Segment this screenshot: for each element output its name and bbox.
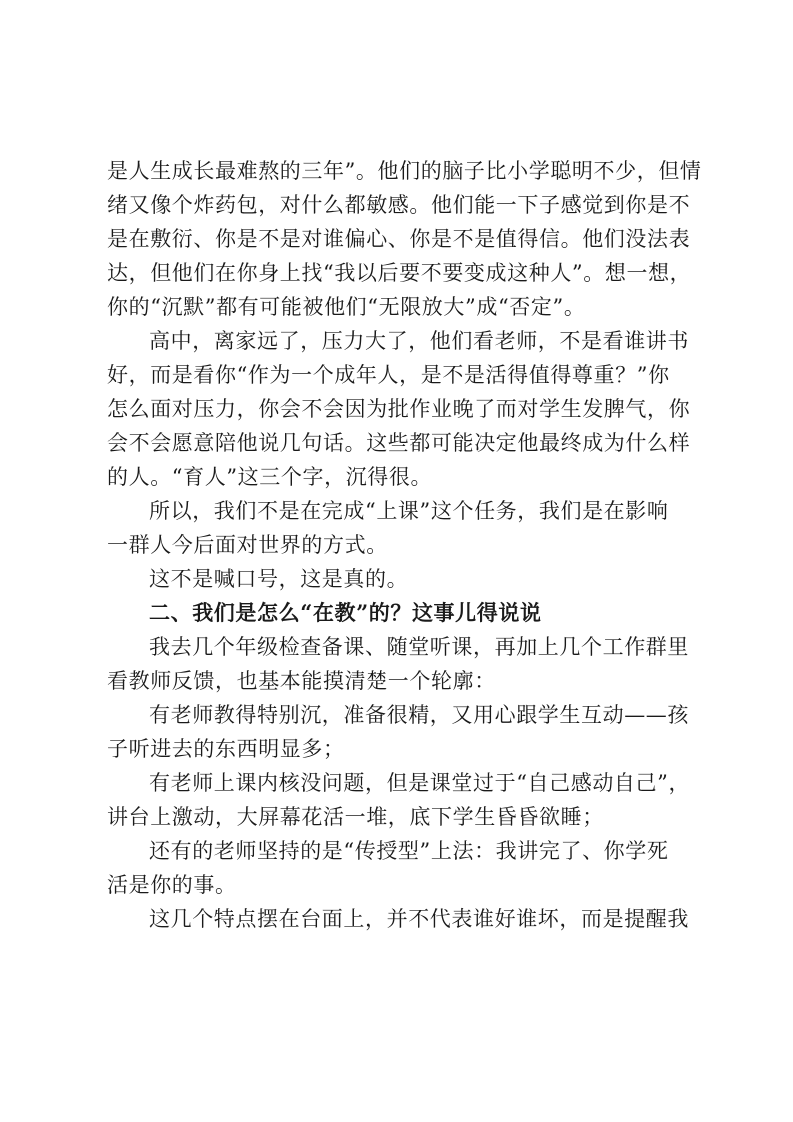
text-line: 好，而是看你“作为一个成年人，是不是活得值得尊重？”你: [107, 363, 670, 387]
text-line: 子听进去的东西明显多；: [107, 737, 345, 761]
text-line: 讲台上激动，大屏幕花活一堆，底下学生昏昏欲睡；: [107, 805, 604, 829]
text-line: 绪又像个炸药包，对什么都敏感。他们能一下子感觉到你是不: [107, 193, 691, 217]
text-line: 怎么面对压力，你会不会因为批作业晚了而对学生发脾气，你: [107, 397, 691, 421]
text-line: 看教师反馈，也基本能摸清楚一个轮廓：: [107, 669, 496, 693]
section-heading: 二、我们是怎么“在教”的？这事儿得说说: [149, 600, 542, 625]
text-line: 我去几个年级检查备课、随堂听课，再加上几个工作群里: [149, 635, 689, 659]
text-line: 所以，我们不是在完成“上课”这个任务，我们是在影响: [149, 499, 669, 523]
text-line: 这几个特点摆在台面上，并不代表谁好谁坏，而是提醒我: [149, 907, 689, 931]
text-line: 有老师教得特别沉，准备很精，又用心跟学生互动——孩: [149, 703, 689, 727]
text-line: 高中，离家远了，压力大了，他们看老师，不是看谁讲书: [149, 329, 689, 353]
text-line: 的人。“育人”这三个字，沉得很。: [107, 465, 433, 489]
text-line: 有老师上课内核没问题，但是课堂过于“自己感动自己”，: [149, 771, 691, 795]
text-line: 这不是喊口号，这是真的。: [149, 567, 409, 591]
text-line: 活是你的事。: [107, 873, 237, 897]
text-line: 是人生成长最难熬的三年”。他们的脑子比小学聪明不少，但情: [107, 159, 702, 183]
document-body: [107, 154, 702, 936]
text-line: 会不会愿意陪他说几句话。这些都可能决定他最终成为什么样: [107, 431, 691, 455]
text-line: 达，但他们在你身上找“我以后要不要变成这种人”。想一想，: [107, 261, 692, 285]
text-line: 是在敷衍、你是不是对谁偏心、你是不是值得信。他们没法表: [107, 227, 691, 251]
text-line: 一群人今后面对世界的方式。: [107, 533, 388, 557]
text-line: 你的“沉默”都有可能被他们“无限放大”成“否定”。: [107, 295, 586, 319]
text-line: 还有的老师坚持的是“传授型”上法：我讲完了、你学死: [149, 839, 669, 863]
